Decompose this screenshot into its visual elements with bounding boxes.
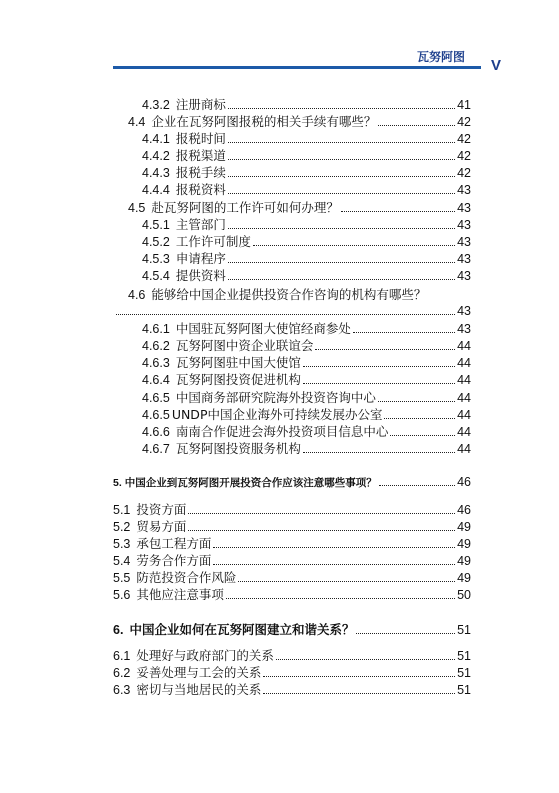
toc-entry-continuation[interactable]: 43 — [116, 303, 471, 320]
toc-entry[interactable]: 4.4.1 报税时间 42 — [142, 131, 471, 146]
toc-entry[interactable]: 6.1 处理好与政府部门的关系 51 — [113, 648, 471, 663]
toc-entry[interactable]: 4.6.6 南南合作促进会海外投资项目信息中心 44 — [142, 424, 471, 439]
toc-entry[interactable]: 4.5.3 申请程序 43 — [142, 251, 471, 266]
toc-entry[interactable]: 4.6.2 瓦努阿图中资企业联谊会 44 — [142, 338, 471, 353]
toc-entry[interactable]: 5.3 承包工程方面 49 — [113, 536, 471, 551]
toc-entry[interactable]: 4.4 企业在瓦努阿图报税的相关手续有哪些？ 42 — [128, 114, 471, 129]
toc-chapter-entry[interactable]: 6. 中国企业如何在瓦努阿图建立和谐关系？ 51 — [113, 622, 471, 637]
toc-entry[interactable]: 4.5 赴瓦努阿图的工作许可如何办理？ 43 — [128, 200, 471, 215]
toc-entry[interactable]: 4.5.1 主管部门 43 — [142, 217, 471, 232]
toc-entry[interactable]: 4.4.4 报税资料 43 — [142, 182, 471, 197]
toc-entry[interactable]: 6.3 密切与当地居民的关系 51 — [113, 682, 471, 697]
toc-entry[interactable]: 4.4.3 报税手续 42 — [142, 165, 471, 180]
toc-entry[interactable]: 4.6.5 UNDP中国企业海外可持续发展办公室 44 — [142, 407, 471, 422]
toc-entry[interactable]: 5.4 劳务合作方面 49 — [113, 553, 471, 568]
toc-entry[interactable]: 4.4.2 报税渠道 42 — [142, 148, 471, 163]
toc-entry[interactable]: 4.6 能够给中国企业提供投资合作咨询的机构有哪些？ — [128, 287, 427, 302]
page-number: V — [490, 57, 501, 74]
toc-entry[interactable]: 4.6.1 中国驻瓦努阿图大使馆经商参处 43 — [142, 321, 471, 336]
toc-entry[interactable]: 4.5.4 提供资料 43 — [142, 268, 471, 283]
toc-entry[interactable]: 4.6.3 瓦努阿图驻中国大使馆 44 — [142, 355, 471, 370]
toc-entry[interactable]: 5.1 投资方面 46 — [113, 502, 471, 517]
toc-entry[interactable]: 5.2 贸易方面 49 — [113, 519, 471, 534]
toc-entry[interactable]: 5.6 其他应注意事项 50 — [113, 587, 471, 602]
toc-chapter-entry[interactable]: 5. 中国企业到瓦努阿图开展投资合作应该注意哪些事项？ 46 — [113, 475, 471, 489]
toc-entry[interactable]: 4.6.5 中国商务部研究院海外投资咨询中心 44 — [142, 390, 471, 405]
toc-entry[interactable]: 4.6.7 瓦努阿图投资服务机构 44 — [142, 441, 471, 456]
header-title: 瓦努阿图 — [416, 50, 465, 64]
toc-entry[interactable]: 5.5 防范投资合作风险 49 — [113, 570, 471, 585]
toc-entry[interactable]: 4.6.4 瓦努阿图投资促进机构 44 — [142, 372, 471, 387]
toc-entry[interactable]: 4.5.2 工作许可制度 43 — [142, 234, 471, 249]
toc-entry[interactable]: 4.3.2 注册商标 41 — [142, 97, 471, 112]
toc-entry[interactable]: 6.2 妥善处理与工会的关系 51 — [113, 665, 471, 680]
